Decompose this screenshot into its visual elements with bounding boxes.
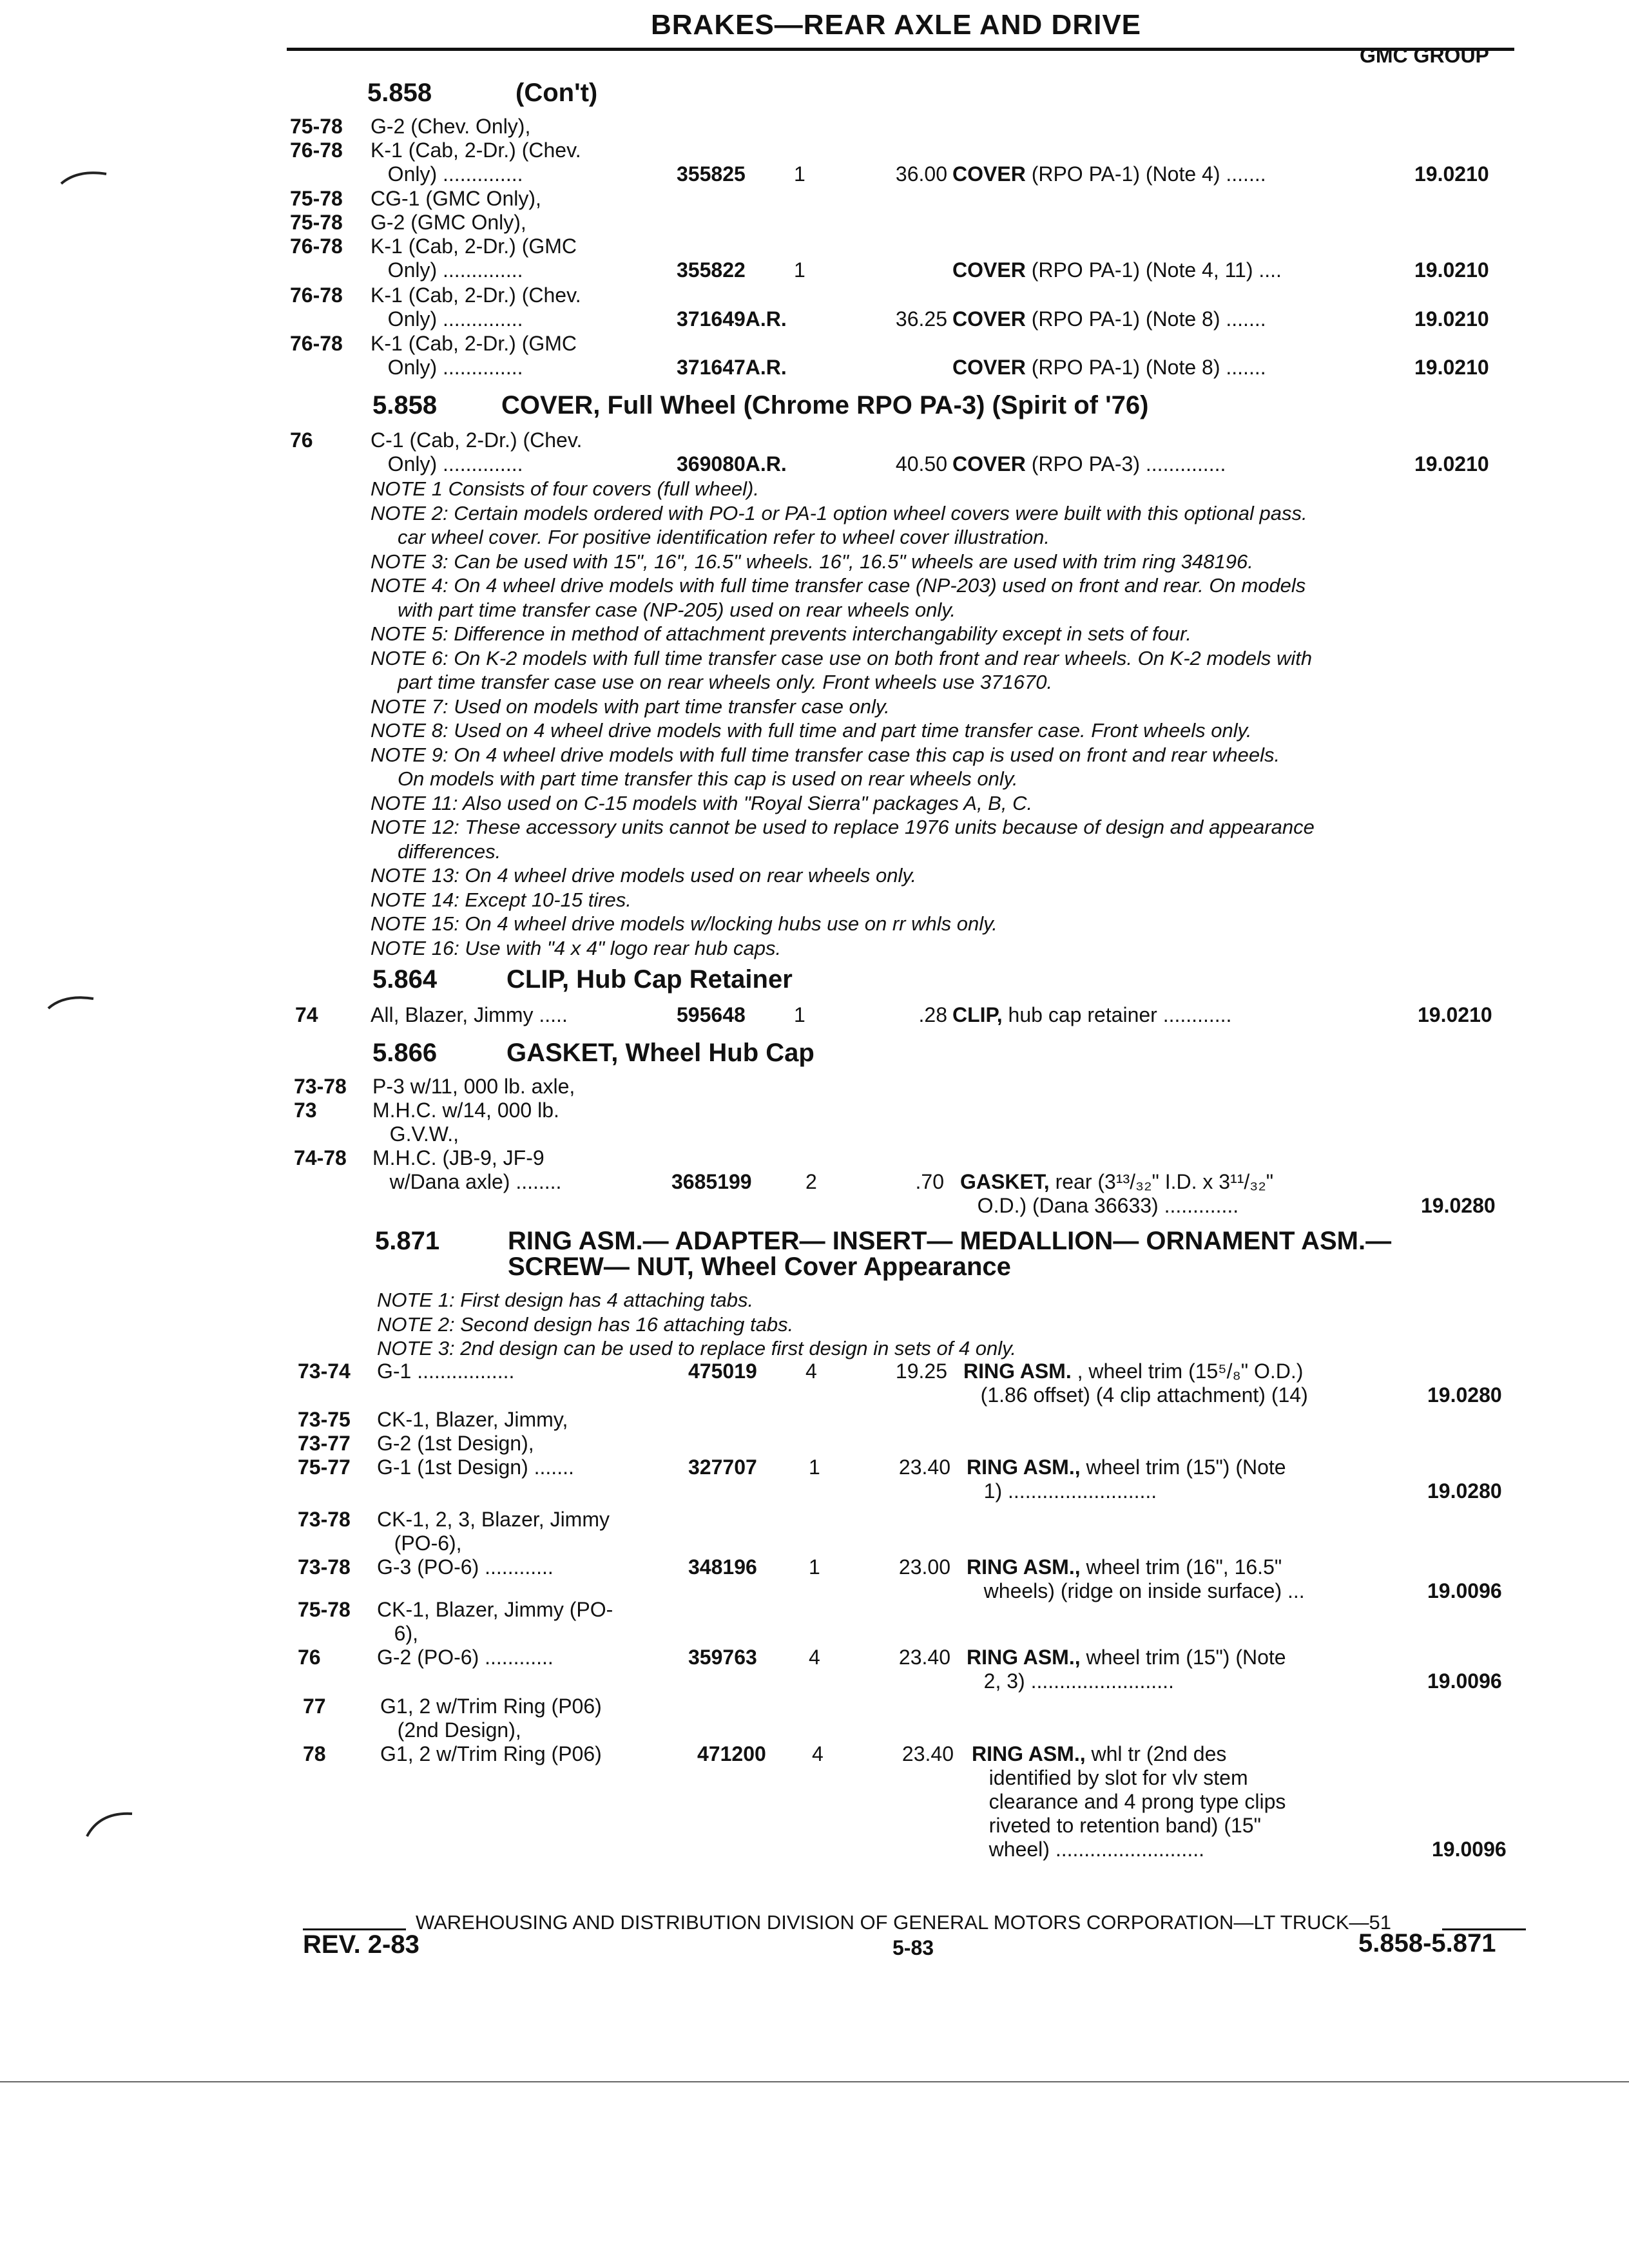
quantity: 4 [812,1742,824,1765]
notes-list [371,477,1315,960]
description: COVER (RPO PA-3) .............. [952,452,1226,476]
section-number: 5.871 [375,1227,440,1255]
page-title: BRAKES—REAR AXLE AND DRIVE [651,9,1142,41]
price: .28 [918,1003,947,1026]
note: NOTE 15: On 4 wheel drive models w/locking hubs use on rr whls only. [371,912,998,935]
parts-row [0,1695,1629,1861]
part-number: 475019 [688,1360,757,1383]
catalog-ref: 19.0210 [1418,1003,1492,1026]
quantity: 4 [809,1646,820,1669]
model-years: 73-78 73 74-78 [294,1075,347,1169]
catalog-ref: 19.0210 [1414,162,1489,186]
catalog-ref: 19.0210 [1414,356,1489,379]
note: NOTE 1: First design has 4 attaching tabs. [377,1289,754,1311]
note: NOTE 2: Second design has 16 attaching tabs. [377,1312,794,1336]
description: COVER (RPO PA-1) (Note 4) ....... [952,162,1266,186]
quantity: 2 [805,1170,817,1193]
parts-row [0,1598,1629,1693]
parts-row [0,187,1629,282]
parts-row [0,284,1629,335]
price: .70 [915,1170,944,1193]
section-number: 5.858 [372,391,438,419]
section-title: COVER, Full Wheel (Chrome RPO PA-3) (Spirit of '76) [501,391,1149,419]
part-number: 327707 [688,1456,757,1479]
page-number: 5-83 [892,1936,934,1959]
application: CK-1, Blazer, Jimmy (PO- 6), G-2 (PO-6) ............ [377,1598,613,1669]
application: CG-1 (GMC Only), G-2 (GMC Only), K-1 (Cab, 2-Dr.) (GMC Only) .............. [371,187,577,282]
note: NOTE 12: These accessory units cannot be used to replace 1976 units because of design and appearance differences. [371,816,1315,863]
application: CK-1, 2, 3, Blazer, Jimmy (PO-6), G-3 (PO-6) ............ [377,1508,610,1579]
note: NOTE 8: Used on 4 wheel drive models with full time and part time transfer case. Front wheels only. [371,719,1252,742]
catalog-ref: 19.0096 [1427,1579,1502,1602]
note: NOTE 3: Can be used with 15", 16", 16.5" wheels. 16", 16.5" wheels are used with trim ring 348196. [371,550,1253,573]
description: CLIP, hub cap retainer ............ [952,1003,1232,1026]
part-number: 348196 [688,1555,757,1579]
parts-row [0,1360,1629,1411]
model-years: 75-78 75-78 76-78 [290,187,343,258]
section-number: 5.866 [372,1039,438,1067]
quantity: 1 [809,1555,820,1579]
section-range: 5.858-5.871 [1358,1929,1496,1957]
parts-row [0,1408,1629,1503]
revision-label: REV. 2-83 [303,1930,419,1959]
description: COVER (RPO PA-1) (Note 8) ....... [952,307,1266,331]
price: 19.25 [895,1360,947,1383]
model-years: 74 [295,1003,318,1026]
header-rule [287,48,1514,51]
price: 40.50 [895,452,947,476]
application: C-1 (Cab, 2-Dr.) (Chev. Only) .............. [371,428,583,476]
note: NOTE 1 Consists of four covers (full wheel). [371,477,759,500]
price: 23.40 [898,1456,950,1479]
catalog-ref: 19.0210 [1414,452,1489,476]
model-years: 73-74 [298,1360,351,1383]
application: G-2 (Chev. Only), K-1 (Cab, 2-Dr.) (Chev. Only) .............. [371,115,581,186]
description: COVER (RPO PA-1) (Note 4, 11) .... [952,258,1282,282]
description: COVER (RPO PA-1) (Note 8) ....... [952,356,1266,379]
catalog-ref: 19.0280 [1427,1383,1502,1407]
section-number: 5.864 [372,965,438,994]
group-label: GMC GROUP [1360,44,1489,67]
quantity: 1 [794,258,805,282]
notes-list [377,1288,1016,1361]
catalog-ref: 19.0210 [1414,307,1489,331]
quantity: 4 [805,1360,817,1383]
application: CK-1, Blazer, Jimmy, G-2 (1st Design), G-1 (1st Design) ....... [377,1408,574,1479]
application: All, Blazer, Jimmy ..... [371,1003,568,1026]
part-number: 371647A.R. [677,356,787,379]
scan-mark [45,989,103,1015]
description: RING ASM., wheel trim (16", 16.5" wheels) (ridge on inside surface) ... [967,1555,1305,1602]
description: RING ASM., whl tr (2nd des identified by slot for vlv stem clearance and 4 prong type clips riveted to retention band) (15" wheel) .......................... [972,1742,1286,1861]
part-number: 3685199 [671,1170,752,1193]
note: NOTE 5: Difference in method of attachment prevents interchangability except in sets of four. [371,622,1191,645]
section-number: 5.858 [367,79,432,107]
application: K-1 (Cab, 2-Dr.) (GMC Only) .............. [371,332,577,379]
part-number: 369080A.R. [677,452,787,476]
note: NOTE 16: Use with "4 x 4" logo rear hub caps. [371,936,782,959]
note: NOTE 6: On K-2 models with full time transfer case use on both front and rear wheels. On K-2 models with part time transfer case use on rear wheels only. Front wheels use 371670. [371,646,1313,693]
catalog-ref: 19.0280 [1421,1194,1496,1217]
parts-row [0,1508,1629,1602]
model-years: 73-78 73-78 [298,1508,351,1579]
price: 23.00 [898,1555,950,1579]
part-number: 371649A.R. [677,307,787,331]
price: 36.25 [895,307,947,331]
model-years: 76 [290,428,313,452]
part-number: 595648 [677,1003,746,1026]
note: NOTE 7: Used on models with part time transfer case only. [371,695,890,718]
catalog-ref: 19.0096 [1427,1669,1502,1693]
footer-text: WAREHOUSING AND DISTRIBUTION DIVISION OF GENERAL MOTORS CORPORATION—LT TRUCK—51 [416,1911,1392,1934]
description: GASKET, rear (3¹³/₃₂" I.D. x 3¹¹/₃₂" O.D.) (Dana 36633) ............. [960,1170,1274,1217]
application: G1, 2 w/Trim Ring (P06) (2nd Design), G1, 2 w/Trim Ring (P06) [380,1695,602,1765]
part-number: 355825 [677,162,746,186]
scan-mark [58,164,116,190]
note: NOTE 11: Also used on C-15 models with "Royal Sierra" packages A, B, C. [371,791,1033,814]
note: NOTE 14: Except 10-15 tires. [371,888,631,911]
note: NOTE 13: On 4 wheel drive models used on rear wheels only. [371,864,917,887]
application: P-3 w/11, 000 lb. axle, M.H.C. w/14, 000 lb. G.V.W., M.H.C. (JB-9, JF-9 w/Dana axle) ........ [372,1075,575,1193]
model-years: 76-78 [290,332,343,355]
part-number: 359763 [688,1646,757,1669]
quantity: 1 [794,162,805,186]
parts-row [0,428,1629,480]
model-years: 75-78 76 [298,1598,351,1669]
model-years: 73-75 73-77 75-77 [298,1408,351,1479]
scan-mark [84,1804,142,1843]
note: NOTE 9: On 4 wheel drive models with full time transfer case this cap is used on front and rear wheels. On models with part time transfer this cap is used on rear wheels only. [371,743,1280,790]
parts-row [0,1075,1629,1217]
bottom-rule [0,2081,1629,2082]
application: G-1 ................. [377,1360,515,1383]
part-number: 355822 [677,258,746,282]
catalog-ref: 19.0210 [1414,258,1489,282]
note: NOTE 2: Certain models ordered with PO-1 or PA-1 option wheel covers were built with this optional pass. car wheel cover. For positive identification refer to wheel cover illustration. [371,501,1307,548]
catalog-ref: 19.0280 [1427,1479,1502,1503]
section-title-line2: SCREW— NUT, Wheel Cover Appearance [508,1253,1011,1281]
parts-row [0,332,1629,383]
catalog-ref: 19.0096 [1432,1838,1507,1861]
part-number: 471200 [697,1742,766,1765]
application: K-1 (Cab, 2-Dr.) (Chev. Only) .............. [371,284,581,331]
section-title: GASKET, Wheel Hub Cap [506,1039,815,1067]
description: RING ASM., wheel trim (15") (Note 1) .......................... [967,1456,1286,1503]
description: RING ASM., wheel trim (15") (Note 2, 3) ......................... [967,1646,1286,1693]
parts-row [0,115,1629,186]
model-years: 76-78 [290,284,343,307]
section-title: RING ASM.— ADAPTER— INSERT— MEDALLION— ORNAMENT ASM.— [508,1227,1392,1255]
model-years: 77 78 [303,1695,326,1765]
price: 36.00 [895,162,947,186]
parts-row [0,1003,1629,1055]
quantity: 1 [809,1456,820,1479]
price: 23.40 [898,1646,950,1669]
description: RING ASM. , wheel trim (15⁵/₈" O.D.) (1.86 offset) (4 clip attachment) (14) [963,1360,1308,1407]
section-title: (Con't) [516,79,598,107]
note: NOTE 4: On 4 wheel drive models with full time transfer case (NP-203) used on front and rear. On models with part time transfer case (NP-205) used on rear wheels only. [371,574,1306,621]
price: 23.40 [901,1742,954,1765]
quantity: 1 [794,1003,805,1026]
section-title: CLIP, Hub Cap Retainer [506,965,793,994]
model-years: 75-78 76-78 [290,115,343,162]
note: NOTE 3: 2nd design can be used to replace first design in sets of 4 only. [377,1337,1016,1360]
